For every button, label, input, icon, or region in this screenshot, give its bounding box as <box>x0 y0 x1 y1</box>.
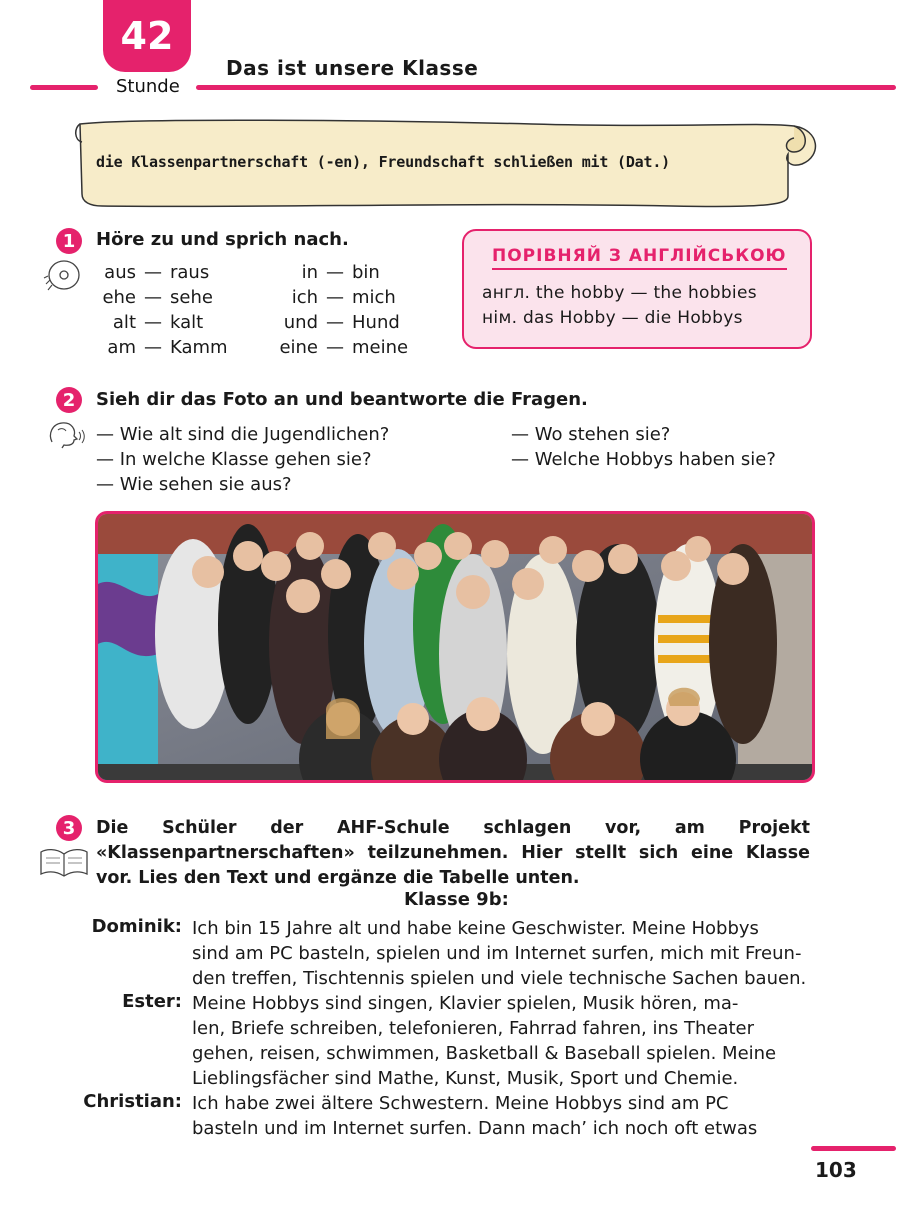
word-pair <box>96 260 256 285</box>
page-number: 103 <box>815 1158 857 1182</box>
text-line: sind am PC basteln, spielen und im Internet surfen, mich mit Freun- <box>192 943 802 964</box>
word-a: am <box>107 337 136 358</box>
dash: — <box>326 312 344 333</box>
text-line: Ich bin 15 Jahre alt und habe keine Geschwister. Meine Hobbys <box>192 918 759 939</box>
lesson-word: Stunde <box>116 76 180 97</box>
exercise-number-1 <box>56 228 82 254</box>
question-item: — In welche Klasse gehen sie? <box>96 449 372 470</box>
word-a: ich <box>291 287 318 308</box>
question-list-left <box>96 422 389 497</box>
word-b: Hund <box>352 312 400 333</box>
lesson-number-badge <box>103 0 191 72</box>
exercise-number-label: 1 <box>62 230 76 252</box>
word-a: aus <box>104 262 136 283</box>
compare-title: ПОРІВНЯЙ З АНГЛІЙСЬКОЮ <box>492 246 787 270</box>
word-pair <box>96 285 256 310</box>
text-line: gehen, reisen, schwimmen, Basketball & Baseball spielen. Meine <box>192 1043 777 1064</box>
open-book-icon <box>38 846 90 880</box>
page-title: Das ist unsere Klasse <box>226 56 479 80</box>
text-line: Ich habe zwei ältere Schwestern. Meine Hobbys sind am PC <box>192 1093 729 1114</box>
compare-line-english: англ. the hobby — the hobbies <box>482 283 757 303</box>
word-pair <box>272 260 432 285</box>
vocabulary-text: die Klassenpartnerschaft (-en), Freundschaft schließen mit (Dat.) <box>96 153 670 171</box>
exercise-2-title: Sieh dir das Foto an und beantworte die Fragen. <box>96 389 588 410</box>
speaking-head-icon <box>46 420 86 450</box>
speaker-text <box>192 991 810 1091</box>
word-a: in <box>301 262 318 283</box>
class-heading: Klasse 9b: <box>404 889 509 910</box>
compare-line-german: нім. das Hobby — die Hobbys <box>482 308 743 328</box>
word-b: Kamm <box>170 337 228 358</box>
word-pair <box>272 285 432 310</box>
word-pair <box>272 310 432 335</box>
question-item: — Wie alt sind die Jugendlichen? <box>96 424 390 445</box>
word-a: eine <box>279 337 318 358</box>
class-group-photo <box>95 511 815 783</box>
text-line: Lieblingsfächer sind Mathe, Kunst, Musik, Sport und Chemie. <box>192 1068 739 1089</box>
audio-cd-icon <box>42 258 82 294</box>
word-a: alt <box>112 312 136 333</box>
dash: — <box>144 287 162 308</box>
speaker-name: Ester: <box>122 991 182 1012</box>
dash: — <box>326 262 344 283</box>
word-b: bin <box>352 262 380 283</box>
dash: — <box>326 287 344 308</box>
question-list-right <box>511 422 776 472</box>
word-a: ehe <box>102 287 136 308</box>
header-rule-left <box>30 85 98 90</box>
word-pairs-left <box>96 260 256 360</box>
word-pair <box>96 310 256 335</box>
speaker-name: Christian: <box>83 1091 182 1112</box>
footer-rule <box>811 1146 896 1151</box>
word-pairs-right <box>272 260 432 360</box>
speaker-name: Dominik: <box>91 916 182 937</box>
exercise-number-2 <box>56 387 82 413</box>
text-line: basteln und im Internet surfen. Dann mach’ ich noch oft etwas <box>192 1118 758 1139</box>
word-pair <box>272 335 432 360</box>
dash: — <box>144 312 162 333</box>
question-item: — Wo stehen sie? <box>511 424 671 445</box>
group-photo-illustration <box>98 514 812 780</box>
header-rule-right <box>196 85 896 90</box>
word-b: raus <box>170 262 210 283</box>
question-item: — Wie sehen sie aus? <box>96 474 292 495</box>
exercise-1-title: Höre zu und sprich nach. <box>96 229 349 250</box>
exercise-number-label: 3 <box>62 817 76 839</box>
word-b: mich <box>352 287 396 308</box>
exercise-number-3 <box>56 815 82 841</box>
word-a: und <box>283 312 318 333</box>
exercise-number-label: 2 <box>62 389 76 411</box>
exercise-3-intro: Die Schüler der AHF-Schule schlagen vor, am Projekt «Klassenpartnerschaften» teilzunehmen. Hier stellt sich eine Klasse vor. Lies den Text und ergänze die Tabelle unten. <box>96 818 810 888</box>
dash: — <box>144 337 162 358</box>
word-b: meine <box>352 337 409 358</box>
speaker-text <box>192 1091 810 1141</box>
word-b: kalt <box>170 312 204 333</box>
text-line: Meine Hobbys sind singen, Klavier spielen, Musik hören, ma- <box>192 993 739 1014</box>
word-b: sehe <box>170 287 213 308</box>
text-line: len, Briefe schreiben, telefonieren, Fahrrad fahren, ins Theater <box>192 1018 755 1039</box>
lesson-number: 42 <box>120 14 174 58</box>
question-item: — Welche Hobbys haben sie? <box>511 449 776 470</box>
word-pair <box>96 335 256 360</box>
dash: — <box>144 262 162 283</box>
text-line: den treffen, Tischtennis spielen und viele technische Sachen bauen. <box>192 968 807 989</box>
dash: — <box>326 337 344 358</box>
speaker-text <box>192 916 810 991</box>
